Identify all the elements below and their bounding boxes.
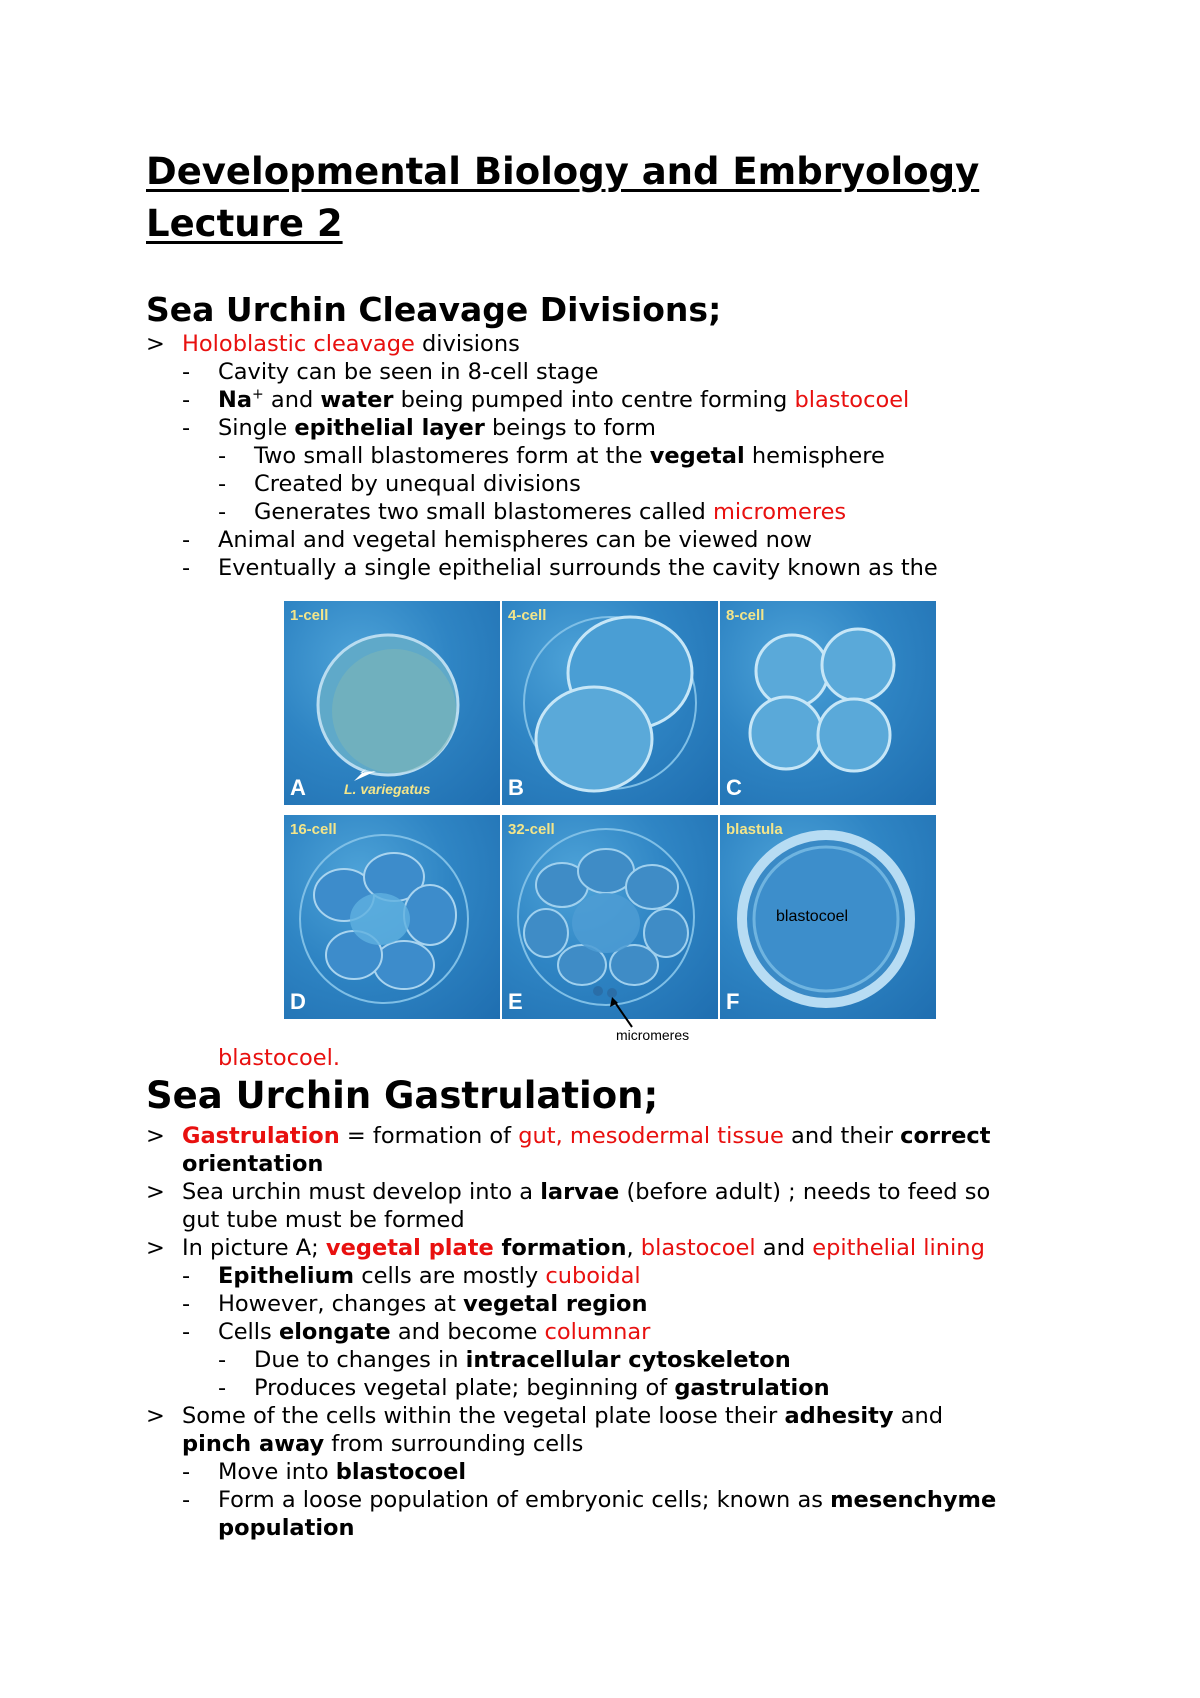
panel-letter: D [290,989,306,1014]
list-item-continuation: orientation [182,1151,324,1177]
list-item: - However, changes at vegetal region [182,1291,648,1317]
list-item: - Form a loose population of embryonic cells; known as mesenchyme [182,1487,997,1513]
list-item: - Na+ and water being pumped into centre forming blastocoel [182,386,910,413]
list-item: - Due to changes in intracellular cytoskeleton [218,1347,791,1373]
section-heading-gastrulation: Sea Urchin Gastrulation; [146,1074,659,1117]
panel-letter: F [726,989,740,1014]
panel-letter: B [508,775,524,800]
figure-panel-b [502,601,718,805]
panel-letter: C [726,775,742,800]
list-item-continuation: blastocoel. [218,1045,341,1071]
stage-label: 4-cell [508,607,547,624]
document-title [146,146,1106,250]
list-item: > In picture A; vegetal plate formation, blastocoel and epithelial lining [146,1235,985,1261]
stage-label: 16-cell [290,821,337,838]
title-line-2: Lecture 2 [146,202,343,245]
list-item: - Animal and vegetal hemispheres can be viewed now [182,527,813,553]
stage-label: 8-cell [726,607,765,624]
list-item: - Epithelium cells are mostly cuboidal [182,1263,641,1289]
list-item: - Produces vegetal plate; beginning of gastrulation [218,1375,830,1401]
list-item: - Single epithelial layer beings to form [182,415,656,441]
list-item-continuation: gut tube must be formed [182,1207,465,1233]
list-item: - Generates two small blastomeres called micromeres [218,499,847,525]
thirty-two-cell-embryo-image [502,815,718,1019]
list-item: > Some of the cells within the vegetal plate loose their adhesity and [146,1403,944,1429]
stage-label: blastula [726,821,783,838]
list-item: > Sea urchin must develop into a larvae (before adult) ; needs to feed so [146,1179,991,1205]
list-item-continuation: population [218,1515,355,1541]
list-item: - Move into blastocoel [182,1459,467,1485]
title-line-1: Developmental Biology and Embryology [146,150,980,193]
list-item: - Eventually a single epithelial surrounds the cavity known as the [182,555,938,581]
sixteen-cell-embryo-image [284,815,500,1019]
figure-caption: micromeres [616,1027,690,1043]
blastocoel-label: blastocoel [776,908,849,925]
list-item: - Cavity can be seen in 8-cell stage [182,359,599,385]
cleavage-figure [284,601,935,1043]
one-cell-embryo-image [284,601,500,805]
panel-letter: A [290,775,306,800]
list-item-continuation: pinch away from surrounding cells [182,1431,584,1457]
list-item: - Two small blastomeres form at the vegetal hemisphere [218,443,885,469]
section-heading-cleavage: Sea Urchin Cleavage Divisions; [146,290,722,329]
figure-panel-d [284,815,500,1019]
list-item: > Holoblastic cleavage divisions [146,331,520,357]
list-item: - Created by unequal divisions [218,471,581,497]
list-item: > Gastrulation = formation of gut, mesodermal tissue and their correct [146,1123,991,1149]
eight-cell-embryo-image [720,601,936,805]
species-label: L. variegatus [344,781,431,797]
figure-panel-f [720,815,936,1019]
bullet-marker: > [146,331,165,357]
figure-panel-c [720,601,936,805]
panel-letter: E [508,989,523,1014]
stage-label: 1-cell [290,607,329,624]
list-item: - Cells elongate and become columnar [182,1319,651,1345]
figure-panel-e [502,815,718,1019]
four-cell-embryo-image [502,601,718,805]
stage-label: 32-cell [508,821,555,838]
figure-panel-a [284,601,500,805]
